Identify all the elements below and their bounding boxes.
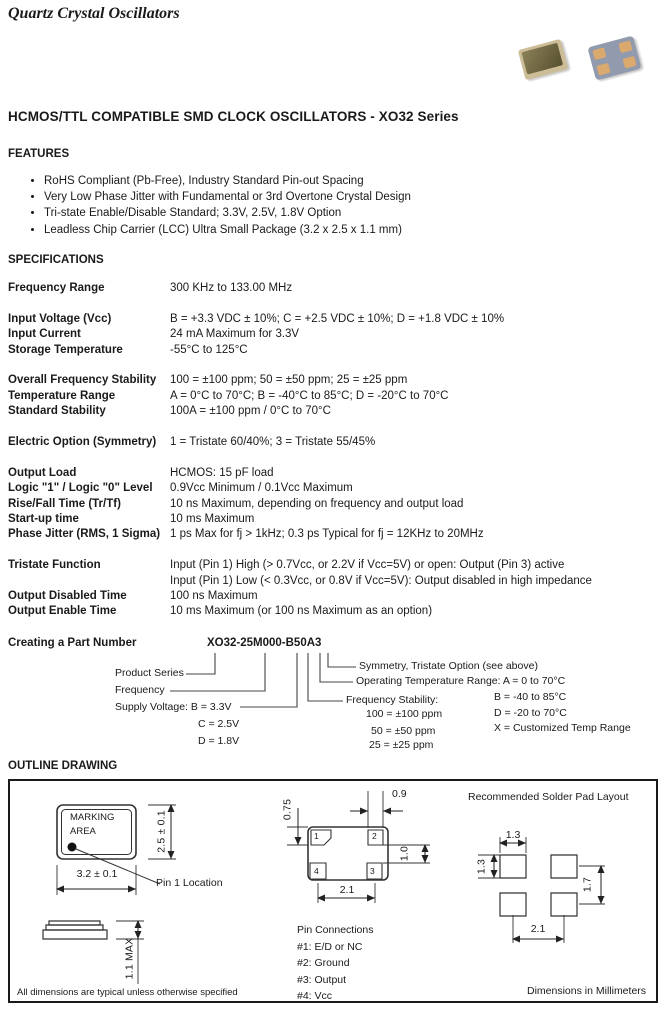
solder-pad-layout-title: Recommended Solder Pad Layout: [468, 791, 629, 803]
spec-label: Output Disabled Time: [8, 590, 127, 603]
specifications-table: [8, 281, 592, 620]
feature-item: • RoHS Compliant (Pb-Free), Industry Standard Pin-out Spacing: [44, 173, 411, 189]
dim-thickness-label: 1.1 MAX: [123, 937, 136, 980]
marking-area-line1: MARKING: [70, 812, 115, 823]
features-list: [27, 173, 411, 238]
pin-connection-item: #3: Output: [297, 973, 347, 986]
spec-label: Electric Option (Symmetry): [8, 436, 157, 449]
pn-temp-b-label: B = -40 to 85°C: [494, 691, 567, 703]
spec-label: Start-up time: [8, 513, 79, 526]
sp-dim-vertical-pitch-label: 1.7: [581, 876, 594, 893]
pn-product-series-label: Product Series: [115, 667, 184, 679]
spec-value: 100 ns Maximum: [170, 590, 258, 603]
feature-item: • Leadless Chip Carrier (LCC) Ultra Small Package (3.2 x 2.5 x 1.1 mm): [44, 222, 411, 238]
pn-freq-stability-label: Frequency Stability:: [346, 694, 439, 706]
dim-width-label: 3.2 ± 0.1: [76, 868, 118, 880]
spec-value: 1 ps Max for fj > 1kHz; 0.3 ps Typical for fj = 12KHz to 20MHz: [170, 528, 484, 541]
spec-label: Standard Stability: [8, 405, 106, 418]
pin-3-number: 3: [370, 866, 375, 876]
spec-row: [8, 343, 592, 358]
spec-label: Phase Jitter (RMS, 1 Sigma): [8, 528, 161, 541]
spec-value: 300 KHz to 133.00 MHz: [170, 282, 293, 294]
pin-4-number: 4: [314, 866, 319, 876]
spec-value: Input (Pin 1) High (> 0.7Vcc, or 2.2V if Vcc=5V) or open: Output (Pin 3) active: [170, 559, 565, 572]
pin-connections-heading: Pin Connections: [297, 924, 374, 936]
page-title: HCMOS/TTL COMPATIBLE SMD CLOCK OSCILLATORS - XO32 Series: [8, 109, 459, 124]
spec-row: [8, 312, 592, 327]
part-number-value: XO32-25M000-B50A3: [207, 637, 322, 649]
pn-fs-50-label: 50 = ±50 ppm: [371, 725, 436, 737]
spec-value: B = +3.3 VDC ± 10%; C = +2.5 VDC ± 10%; D = +1.8 VDC ± 10%: [170, 312, 505, 325]
spec-row: [8, 404, 592, 419]
chip-photo-top-view: [518, 39, 569, 80]
spec-value: -55°C to 125°C: [170, 343, 248, 356]
outline-heading: OUTLINE DRAWING: [8, 760, 118, 772]
pn-temp-d-label: D = -20 to 70°C: [494, 707, 567, 719]
pn-fs-25-label: 25 = ±25 ppm: [369, 739, 434, 751]
spec-label: Input Current: [8, 328, 81, 341]
spec-value: 10 ns Maximum, depending on frequency and output load: [170, 497, 464, 510]
spec-row: [8, 527, 592, 542]
pn-operating-temp-label: Operating Temperature Range: A = 0 to 70°C: [356, 675, 566, 687]
feature-item: • Tri-state Enable/Disable Standard; 3.3V, 2.5V, 1.8V Option: [44, 205, 411, 221]
pin-2-number: 2: [372, 831, 377, 841]
spec-row: [8, 466, 592, 481]
spec-label: Frequency Range: [8, 282, 105, 294]
pin-connection-item: #4: Vcc: [297, 990, 333, 1002]
note-dimensions-in-mm: Dimensions in Millimeters: [527, 985, 647, 997]
spec-row: [8, 512, 592, 527]
spec-label: [8, 574, 170, 589]
dim-pad-top-label: 0.75: [281, 798, 294, 821]
spec-label: Output Enable Time: [8, 605, 117, 618]
spec-label: Overall Frequency Stability: [8, 374, 157, 387]
spec-value: 10 ms Maximum (or 100 ns Maximum as an option): [170, 605, 433, 618]
part-number-diagram: [0, 650, 668, 762]
part-number-leader-lines: [0, 650, 668, 762]
spec-value: 100A = ±100 ppm / 0°C to 70°C: [170, 405, 331, 418]
pin-connection-item: #2: Ground: [297, 957, 350, 969]
pin1-location-label: Pin 1 Location: [156, 877, 223, 889]
spec-row: [8, 327, 592, 342]
pn-frequency-label: Frequency: [115, 684, 165, 696]
sp-dim-pad-width-label: 1.3: [505, 829, 521, 841]
spec-row: [8, 497, 592, 512]
spec-row: [8, 558, 592, 573]
note-all-dimensions: All dimensions are typical unless otherwise specified: [17, 987, 238, 998]
spec-row: [8, 604, 592, 619]
dim-height-label: 2.5 ± 0.1: [155, 810, 168, 853]
spec-label: Rise/Fall Time (Tr/Tf): [8, 497, 121, 510]
spec-row: [8, 589, 592, 604]
pn-supply-c-label: C = 2.5V: [198, 718, 240, 730]
pin-connection-item: #1: E/D or NC: [297, 940, 363, 953]
spec-label: Tristate Function: [8, 559, 101, 572]
spec-row: [8, 373, 592, 388]
spec-value: 0.9Vcc Minimum / 0.1Vcc Maximum: [170, 482, 353, 495]
spec-label: Temperature Range: [8, 389, 116, 402]
marking-area-line2: AREA: [70, 826, 96, 837]
spec-row: [8, 281, 592, 296]
spec-label: Storage Temperature: [8, 343, 123, 356]
dim-pad-pitch-label: 2.1: [339, 884, 355, 896]
pn-symmetry-label: Symmetry, Tristate Option (see above): [359, 660, 538, 672]
spec-row: [8, 481, 592, 496]
pn-supply-d-label: D = 1.8V: [198, 735, 240, 747]
pin-1-number: 1: [314, 831, 319, 841]
brand-title: Quartz Crystal Oscillators: [8, 5, 180, 22]
spec-label: Input Voltage (Vcc): [8, 312, 112, 325]
feature-item: • Very Low Phase Jitter with Fundamental or 3rd Overtone Crystal Design: [44, 189, 411, 205]
outline-drawing-box: [8, 779, 658, 1003]
specifications-heading: SPECIFICATIONS: [8, 254, 104, 266]
pn-supply-voltage-label: Supply Voltage: B = 3.3V: [115, 701, 232, 713]
pin-connections: [297, 922, 373, 1005]
spec-value: 100 = ±100 ppm; 50 = ±50 ppm; 25 = ±25 ppm: [170, 374, 408, 387]
sp-dim-pad-height-label: 1.3: [475, 858, 488, 875]
sp-dim-horizontal-pitch-label: 2.1: [530, 923, 546, 935]
pn-fs-100-label: 100 = ±100 ppm: [366, 708, 443, 720]
spec-value: 1 = Tristate 60/40%; 3 = Tristate 55/45%: [170, 436, 376, 449]
part-number-label: Creating a Part Number: [8, 637, 137, 649]
features-heading: FEATURES: [8, 148, 70, 160]
spec-value: 10 ms Maximum: [170, 513, 255, 526]
spec-label: Output Load: [8, 466, 77, 479]
spec-row: [8, 389, 592, 404]
pn-temp-x-label: X = Customized Temp Range: [494, 722, 631, 734]
spec-value: 24 mA Maximum for 3.3V: [170, 328, 300, 341]
dim-pad-gap-label: 1.0: [398, 845, 411, 862]
spec-label: Logic "1" / Logic "0" Level: [8, 482, 153, 495]
spec-value: HCMOS: 15 pF load: [170, 466, 274, 479]
spec-value: Input (Pin 1) Low (< 0.3Vcc, or 0.8V if Vcc=5V): Output disabled in high impedance: [170, 574, 592, 587]
spec-row: [8, 574, 592, 589]
spec-row: [8, 435, 592, 450]
chip-photo-bottom-view: [587, 35, 641, 80]
spec-value: A = 0°C to 70°C; B = -40°C to 85°C; D = -20°C to 70°C: [170, 389, 449, 402]
dim-pad-width-label: 0.9: [392, 788, 407, 800]
